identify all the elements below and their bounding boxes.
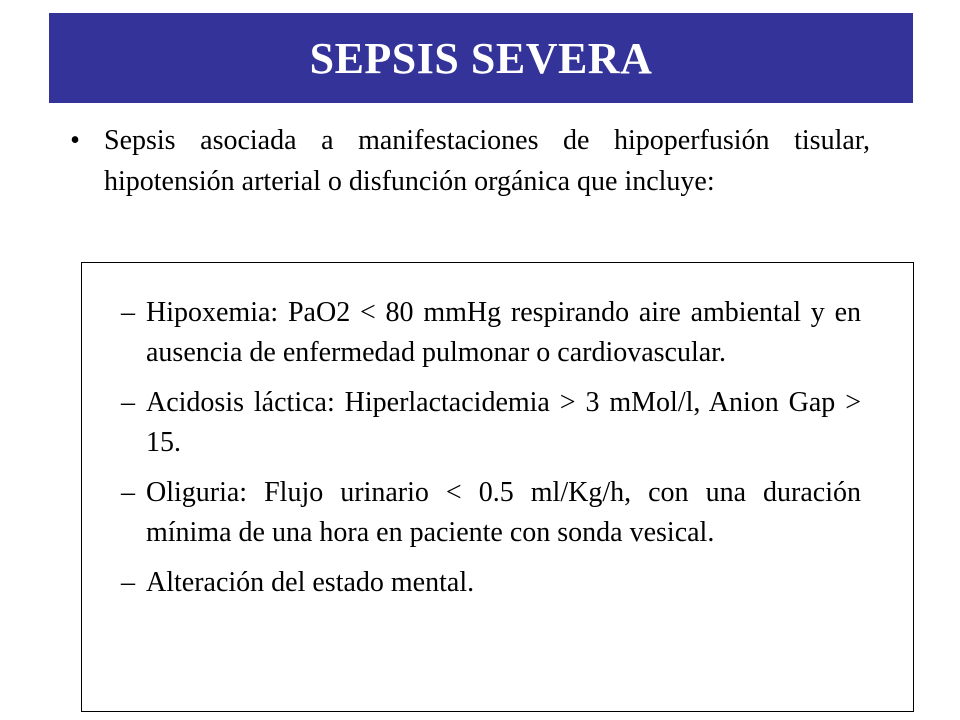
criteria-item-acidosis [121,383,861,463]
dash-marker: – [121,387,135,418]
criteria-text: Alteración del estado mental. [146,567,475,598]
main-bullet-text: Sepsis asociada a manifestaciones de hipoperfusión tisular, hipotensión arterial o disfunción orgánica que incluye: [104,125,870,197]
title-banner [49,13,913,103]
dash-marker: – [121,477,135,508]
criteria-item-hipoxemia [121,293,861,373]
criteria-item-estado-mental [121,563,861,603]
criteria-box [81,262,914,712]
dash-marker: – [121,297,135,328]
main-bullet [60,120,870,202]
criteria-item-oliguria [121,473,861,553]
criteria-list [121,293,861,613]
slide-title: SEPSIS SEVERA [309,33,653,83]
criteria-text: Oliguria: Flujo urinario < 0.5 ml/Kg/h, con una duración mínima de una hora en paciente con sonda vesical. [146,477,861,548]
criteria-text: Acidosis láctica: Hiperlactacidemia > 3 mMol/l, Anion Gap > 15. [146,387,861,458]
dash-marker: – [121,567,135,598]
bullet-marker: • [70,125,80,156]
criteria-text: Hipoxemia: PaO2 < 80 mmHg respirando aire ambiental y en ausencia de enfermedad pulmonar o cardiovascular. [146,297,861,368]
